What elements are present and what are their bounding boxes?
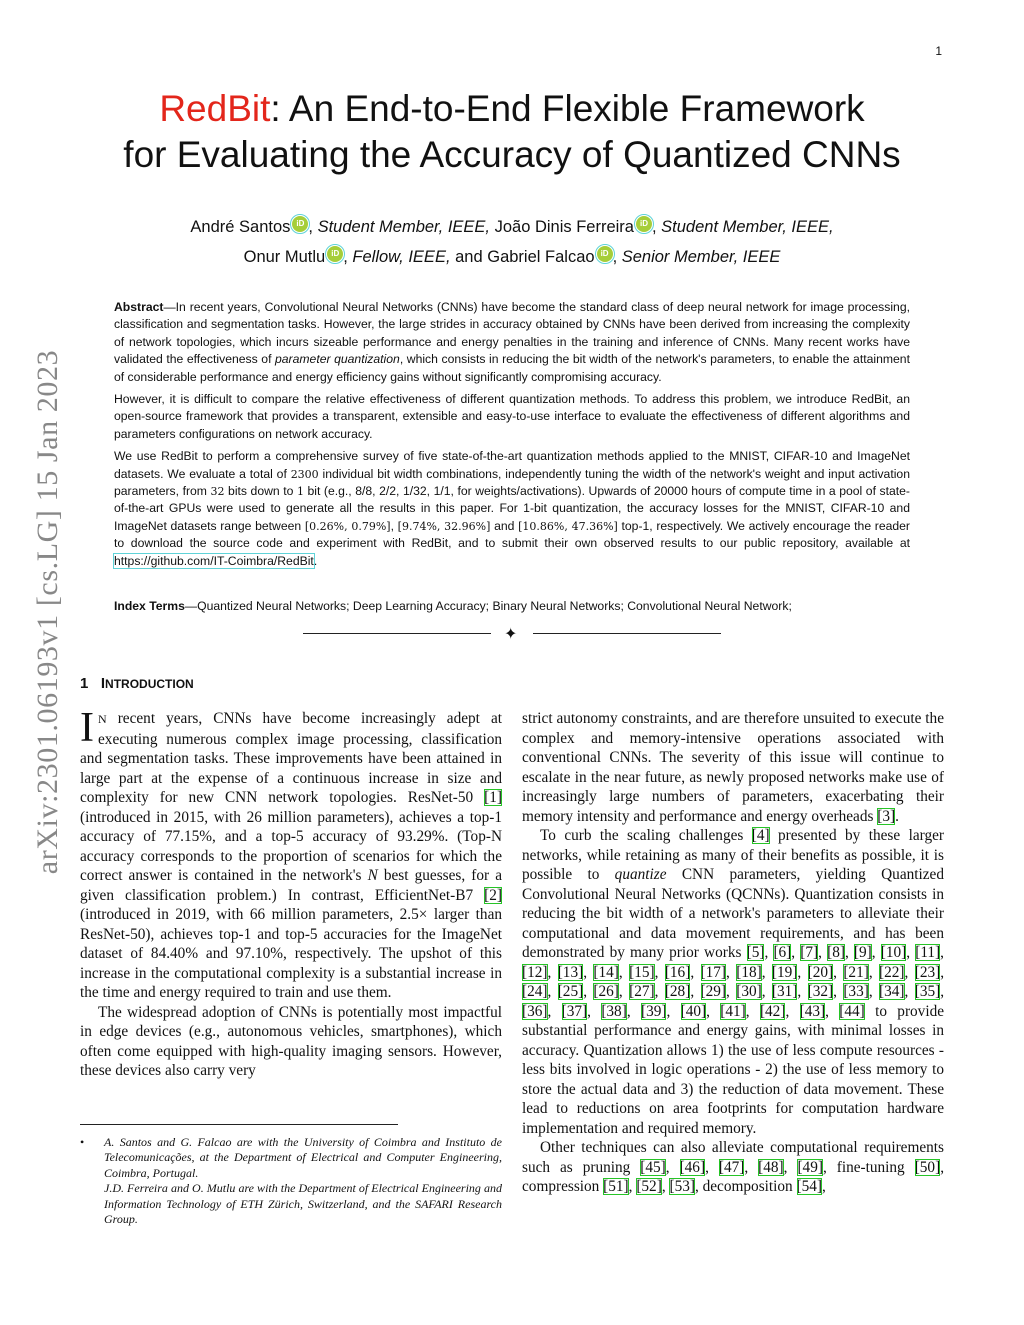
abstract-text: individual bit width combinations, independently tuning the width of the network's weight and input activation parameters, from bbox=[114, 466, 910, 499]
citation-link[interactable]: [38] bbox=[601, 1002, 627, 1020]
author-role: Senior Member, IEEE bbox=[621, 248, 781, 266]
body-text: presented by these larger networks, while retaining as many of their benefits as possible, it is possible to bbox=[522, 827, 944, 883]
citation-link[interactable]: [10] bbox=[880, 944, 907, 961]
arxiv-stamp-text: arXiv:2301.06193v1 [cs.LG] 15 Jan 2023 bbox=[31, 349, 64, 875]
author-role: Student Member, IEEE, bbox=[317, 218, 490, 236]
citation-link[interactable]: [41] bbox=[720, 1002, 746, 1020]
abstract-text: and bbox=[490, 518, 519, 533]
author-name: João Dinis Ferreira bbox=[494, 218, 634, 236]
citation-link[interactable]: [54] bbox=[796, 1178, 823, 1195]
abstract-paragraph-3: We use RedBit to perform a comprehensive survey of five state-of-the-art quantization methods applied to the MNIST, CIFAR-10 and ImageNet datasets. We evaluate a total of 2300 individual bit width combinations, independently tuning the width of the network's weight and input activation parameters, from 32 bits down to 1 bit (e.g., 8/8, 2/2, 1/32, 1/1, for weights/activations). Upwards of 20000 hours of compute time in a pool of state-of-the-art GPUs were used to generate all the results in this paper. For 1-bit quantization, the accuracy losses for the MNIST, CIFAR-10 and ImageNet datasets range between [0.26%, 0.79%], [9.74%, 32.96%] and [10.86%, 47.36%] top-1, respectively. We actively encourage the reader to download the source code and experiment with RedBit, and to submit their own observed results to our public repository, available at https://github.com/IT-Coimbra/RedBit. bbox=[114, 449, 910, 568]
repository-link[interactable]: https://github.com/IT-Coimbra/RedBit bbox=[114, 553, 314, 568]
author-name: André Santos bbox=[190, 218, 291, 236]
author-line-2: Onur Mutlu iD , Fellow, IEEE, and Gabriel Falcao iD , Senior Member, IEEE bbox=[243, 248, 781, 266]
title-line-2: for Evaluating the Accuracy of Quantized CNNs bbox=[123, 134, 901, 175]
index-terms-text: Quantized Neural Networks; Deep Learning Accuracy; Binary Neural Networks; Convolutional Neural Network; bbox=[197, 599, 792, 613]
abstract-paragraph-1: Abstract—In recent years, Convolutional Neural Networks (CNNs) have become the standard class of deep neural network for image processing, classification and segmentation tasks. However, the large strides in accuracy obtained by CNNs have been derived from increasing the complexity of network topologies, which incurs sizeable performance and energy penalties in the training and inference of CNNs. Many recent works have validated the effectiveness of parameter quantization, which consists in reducing the bit width of the network's parameters, to enable the attainment of considerable performance and energy efficiency gains without significantly compromising accuracy. bbox=[114, 300, 910, 384]
citation-link[interactable]: [27] bbox=[629, 983, 655, 1000]
math-value: 32 bbox=[210, 485, 225, 499]
citation-link[interactable]: [36] bbox=[522, 1002, 548, 1020]
citation-link[interactable]: [3] bbox=[877, 807, 896, 825]
citation-link[interactable]: [19] bbox=[771, 963, 798, 981]
footnote-text bbox=[104, 1135, 502, 1227]
citation-link[interactable]: [2] bbox=[484, 886, 502, 904]
citation-link[interactable]: [40] bbox=[680, 1002, 707, 1020]
paper-title bbox=[40, 86, 984, 178]
body-text: To curb the scaling challenges bbox=[540, 827, 752, 844]
abstract-text: top-1, respectively. We actively encourage the reader to download the source code and experiment with RedBit, and to submit their own observed results to our public repository, available at bbox=[114, 518, 910, 551]
footnote bbox=[80, 1135, 502, 1227]
title-brand-rest: Bit bbox=[227, 88, 271, 129]
footnote-rule bbox=[80, 1124, 398, 1125]
author-list bbox=[40, 212, 984, 272]
citation-link[interactable]: [5] bbox=[746, 944, 765, 961]
author-name: Gabriel Falcao bbox=[487, 248, 595, 266]
left-column bbox=[80, 705, 503, 1081]
math-value: 1 bbox=[296, 485, 304, 499]
citation-link[interactable]: [16] bbox=[664, 963, 691, 981]
abstract-text: In recent years, Convolutional Neural Networks (CNNs) have become the standard class of deep neural network for image processing, classification and segmentation tasks. However, the large strides in accuracy obtained by CNNs have been derived from increasing the complexity of network topologies, which incurs sizeable performance and energy penalties in the training and inference of CNNs. Many recent works have validated the effectiveness of bbox=[114, 300, 910, 367]
math-value: [10.86%, 47.36%] bbox=[518, 519, 618, 533]
citation-link[interactable]: [39] bbox=[640, 1002, 667, 1020]
section-title-rest: NTRODUCTION bbox=[105, 677, 194, 691]
math-value: [0.26%, 0.79%] bbox=[304, 519, 391, 533]
abstract-paragraph-2: However, it is difficult to compare the relative effectiveness of different quantization methods. To address this problem, we introduce RedBit, an open-source framework that provides a transparent, extensible and easy-to-use interface to evaluate the effectiveness of different algorithms and parameters configurations on network accuracy. bbox=[114, 392, 910, 441]
separator-line-right bbox=[533, 633, 721, 634]
author-line-1: André Santos iD , Student Member, IEEE, João Dinis Ferreira iD , Student Member, IEEE, bbox=[190, 218, 834, 236]
body-text: larger than ResNet-50), achieves top-1 and top-5 accuracies for the ImageNet dataset of 84.40% and 97.10%, respectively. The upshot of this increase in the computational complexity is a substantial increase in the time and energy required to train and use them. bbox=[80, 906, 503, 1001]
math-value: 2.5× bbox=[399, 906, 428, 923]
body-text: (introduced in 2019, with 66 million parameters, bbox=[80, 906, 400, 923]
abstract bbox=[114, 299, 910, 575]
abstract-text: We use RedBit to perform a comprehensive survey of five state-of-the-art quantization methods applied to the MNIST, CIFAR-10 and ImageNet datasets. We evaluate a total of bbox=[114, 449, 910, 481]
citation-link[interactable]: [4] bbox=[751, 827, 770, 844]
orcid-icon[interactable]: iD bbox=[636, 216, 652, 232]
citation-link[interactable]: [44] bbox=[839, 1002, 865, 1020]
citation-link[interactable]: [32] bbox=[807, 983, 834, 1000]
body-text: CNN parameters, yielding Quantized Convolutional Neural Networks (QCNNs). Quantization consists in reducing the bit width of a network's parameters to alleviate their computational and data movement requirements, and has been demonstrated by many prior works bbox=[522, 866, 944, 961]
abstract-text: , which consists in reducing the bit width of the network's parameters, to enable the attainment of considerable performance and energy efficiency gains without significantly compromising accuracy. bbox=[114, 352, 910, 384]
body-text: strict autonomy constraints, and are therefore unsuited to execute the complex and memory-intensive operations associated with conventional CNNs. The severity of this issue will continue to escalate in the near future, as newly proposed networks make use of increasingly large numbers of parameters, exacerbating their memory intensity and performance and energy overheads bbox=[522, 710, 944, 825]
right-column bbox=[522, 709, 944, 1197]
index-terms: Index Terms—Quantized Neural Networks; Deep Learning Accuracy; Binary Neural Networks; Convolutional Neural Network; bbox=[114, 599, 792, 613]
intro-paragraph-1 bbox=[80, 705, 503, 1003]
body-text: (introduced in 2015, with 26 million parameters), achieves a top-1 accuracy of 77.15%, and a top-5 accuracy of 93.29%. (Top-N accuracy corresponds to the proportion of scenarios for which the correct answer is contained in the network's bbox=[80, 808, 502, 884]
body-text: Other techniques can also alleviate computational requirements such as pruning bbox=[522, 1139, 944, 1176]
citation-link[interactable]: [49] bbox=[797, 1158, 823, 1176]
citation-link[interactable]: [22] bbox=[879, 963, 905, 981]
citation-link[interactable]: [45] bbox=[640, 1158, 666, 1176]
body-emphasis: quantize bbox=[614, 866, 667, 883]
orcid-icon[interactable]: iD bbox=[292, 216, 308, 232]
citation-link[interactable]: [47] bbox=[718, 1158, 745, 1176]
orcid-icon[interactable]: iD bbox=[597, 246, 613, 262]
body-text: , bbox=[822, 1178, 826, 1195]
citation-link[interactable]: [34] bbox=[879, 983, 905, 1000]
citation-link[interactable]: [29] bbox=[700, 983, 727, 1000]
dropcap: I bbox=[80, 705, 94, 751]
citation-link[interactable]: [30] bbox=[736, 983, 762, 1000]
citation-link[interactable]: [24] bbox=[522, 983, 548, 1000]
abstract-text: . bbox=[313, 553, 318, 568]
footnote-affiliation-1: A. Santos and G. Falcao are with the University of Coimbra and Instituto de Telecomunicações, at the Department of Electrical and Computer Engineering, Coimbra, Portugal. bbox=[104, 1135, 502, 1180]
citation-link[interactable]: [15] bbox=[629, 963, 655, 981]
footnote-bullet: • bbox=[80, 1135, 85, 1149]
math-value: [9.74%, 32.96%] bbox=[397, 519, 491, 533]
intro-paragraph-3 bbox=[522, 826, 944, 1138]
citation-link[interactable]: [53] bbox=[669, 1178, 695, 1195]
citation-link[interactable]: [33] bbox=[843, 983, 869, 1000]
citation-link[interactable]: [1] bbox=[484, 789, 502, 806]
section-heading bbox=[80, 675, 194, 692]
citation-link[interactable]: [48] bbox=[758, 1158, 784, 1176]
citation-link[interactable]: [9] bbox=[853, 944, 872, 961]
body-text: recent years, CNNs have become increasingly adept at executing numerous complex image processing, classification and segmentation tasks. These improvements have been attained in large part at the expense of a continuous increase in size and complexity for new CNN network topologies. ResNet-50 bbox=[80, 710, 502, 806]
citation-group: [5], [6], [7], [8], [9], [10], [11], [12], [13], [14], [15], [16], [17], [18], [19], [20], [21], [22], [23], [24], [25], [26], [27], [28], [29], [30], [31], [32], [33], [34], [35], [36], [37], [38], [39], [40], [41], [42], [43], [44] bbox=[522, 944, 945, 1020]
abstract-emphasis: parameter quantization bbox=[275, 352, 400, 367]
citation-link[interactable]: [50] bbox=[914, 1158, 941, 1176]
body-text: , compression bbox=[522, 1158, 945, 1195]
citation-link[interactable]: [11] bbox=[915, 944, 941, 961]
citation-link[interactable]: [37] bbox=[561, 1002, 588, 1020]
intro-lead: N bbox=[98, 712, 107, 726]
citation-link[interactable]: [12] bbox=[522, 963, 548, 981]
intro-paragraph-4: Other techniques can also alleviate computational requirements such as pruning [45], [46], [47], [48], [49], fine-tuning [50], compression [51], [52], [53], decomposition [54], bbox=[522, 1139, 945, 1195]
citation-link[interactable]: [8] bbox=[827, 944, 845, 961]
citation-link[interactable]: [7] bbox=[800, 944, 819, 961]
citation-link[interactable]: [35] bbox=[914, 983, 941, 1000]
body-text: to provide substantial performance and energy gains, with minimal losses in accuracy. Quantization allows 1) the use of less compute resources - less bits involved in logic operations - 2) the use of less memory to store the actual data and 3) the reduction of data movement. These lead to reductions on area footprints for computation hardware implementation and required memory. bbox=[522, 1002, 945, 1137]
body-text: . bbox=[895, 807, 899, 825]
intro-paragraph-2: The widespread adoption of CNNs is potentially most impactful in edge devices (e.g., autonomous vehicles, smartphones), which often come equipped with high-quality imaging sensors. However, these devices also carry very bbox=[80, 1003, 502, 1079]
footnote-affiliation-2: J.D. Ferreira and O. Mutlu are with the Department of Electrical Engineering and Information Technology of ETH Zürich, Switzerland, and the SAFARI Research Group. bbox=[104, 1181, 502, 1227]
author-role: Student Member, IEEE, bbox=[661, 218, 834, 236]
intro-paragraph-2-cont bbox=[522, 709, 944, 826]
citation-link[interactable]: [42] bbox=[759, 1002, 786, 1020]
citation-link[interactable]: [31] bbox=[771, 983, 798, 1000]
page-number: 1 bbox=[935, 44, 942, 58]
citation-link[interactable]: [18] bbox=[736, 963, 762, 981]
citation-link[interactable]: [52] bbox=[636, 1178, 662, 1195]
citation-link[interactable]: [21] bbox=[843, 963, 869, 981]
index-terms-label: Index Terms bbox=[114, 599, 185, 613]
body-text: best guesses, for a given classification problem.) In contrast, EfficientNet-B7 bbox=[80, 867, 502, 904]
body-text: , fine-tuning bbox=[822, 1158, 915, 1176]
separator-line-left bbox=[303, 633, 491, 634]
title-line-1-rest: : An End-to-End Flexible Framework bbox=[270, 88, 865, 129]
section-initial: I bbox=[100, 675, 106, 692]
orcid-icon[interactable]: iD bbox=[327, 246, 343, 262]
citation-link[interactable]: [6] bbox=[773, 944, 792, 961]
citation-link[interactable]: [26] bbox=[593, 983, 619, 1000]
abstract-label: Abstract bbox=[114, 300, 164, 314]
citation-link[interactable]: [13] bbox=[557, 963, 584, 981]
body-text: , decomposition bbox=[694, 1178, 797, 1195]
citation-link[interactable]: [51] bbox=[603, 1178, 629, 1195]
citation-link[interactable]: [23] bbox=[914, 963, 941, 981]
authors-and: and bbox=[455, 248, 483, 266]
citation-link[interactable]: [20] bbox=[807, 963, 834, 981]
abstract-text: bits down to bbox=[224, 484, 297, 499]
math-var: N bbox=[367, 867, 378, 884]
title-line-1 bbox=[40, 86, 984, 132]
author-role: Fellow, IEEE, bbox=[352, 248, 451, 266]
math-value: 2300 bbox=[290, 467, 319, 481]
citation-link[interactable]: [25] bbox=[557, 983, 584, 1000]
author-name: Onur Mutlu bbox=[243, 248, 326, 266]
citation-link[interactable]: [14] bbox=[593, 963, 619, 981]
title-brand-red: Red bbox=[159, 88, 228, 129]
citation-link[interactable]: [43] bbox=[799, 1002, 826, 1020]
citation-link[interactable]: [46] bbox=[679, 1158, 706, 1176]
citation-link[interactable]: [17] bbox=[700, 963, 727, 981]
citation-link[interactable]: [28] bbox=[664, 983, 691, 1000]
section-number: 1 bbox=[80, 675, 89, 692]
abstract-text: bit (e.g., 8/8, 2/2, 1/32, 1/1, for weights/activations). Upwards of 20000 hours of compute time in a pool of state-of-the-art GPUs were used to generate all the results in this paper. For 1-bit quantization, the accuracy losses for the MNIST, CIFAR-10 and ImageNet datasets range between bbox=[114, 484, 910, 533]
separator-diamond-icon: ✦ bbox=[504, 626, 518, 643]
